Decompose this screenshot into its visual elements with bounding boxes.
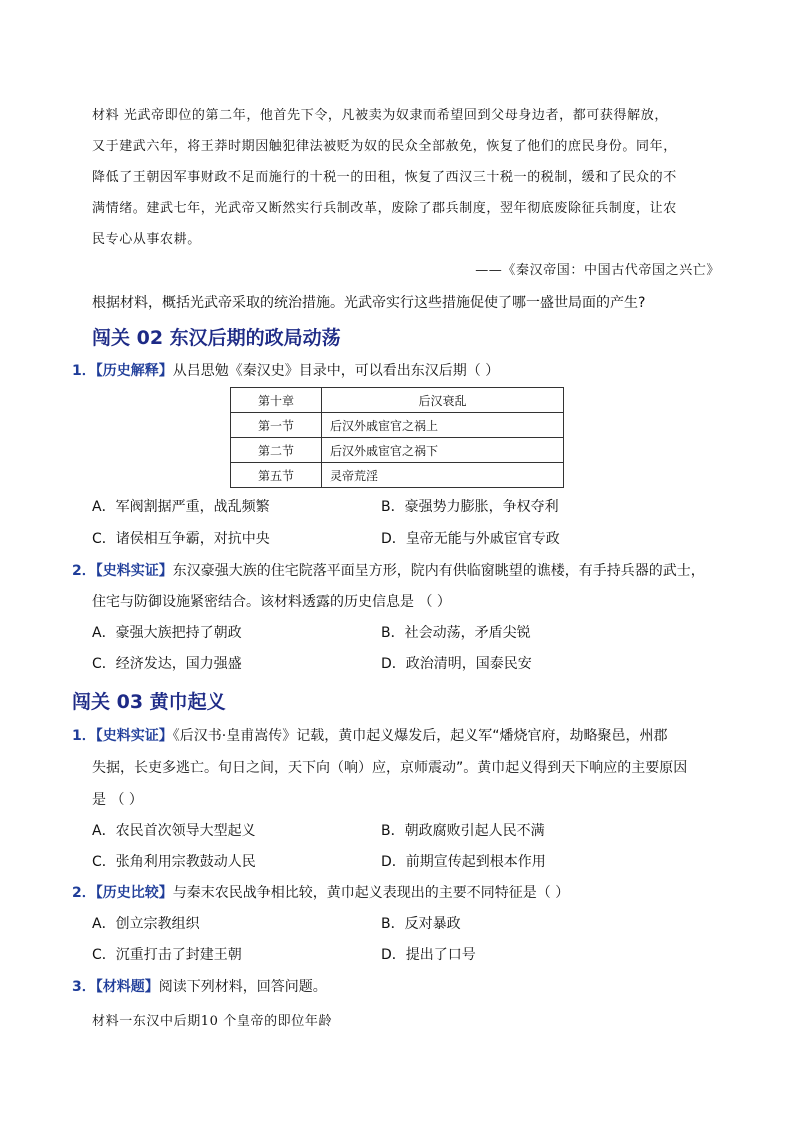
- question-text: 《后汉书·皇甫嵩传》记载，黄巾起义爆发后，起义军“燔烧官府，劫略聚邑，州郡: [172, 728, 668, 744]
- option-b[interactable]: B．反对暴政: [381, 916, 461, 932]
- question-number: 2．: [72, 563, 96, 579]
- table-row: [231, 463, 564, 488]
- option-d[interactable]: D．提出了口号: [381, 947, 476, 963]
- toc-table: [230, 387, 564, 488]
- question-s02-2-line2: 住宅与防御设施紧密结合。该材料透露的历史信息是 （ ）: [92, 594, 451, 610]
- question-number: 3．: [72, 979, 96, 995]
- option-b[interactable]: B．朝政腐败引起人民不满: [381, 823, 545, 839]
- option-d[interactable]: D．政治清明，国泰民安: [381, 656, 532, 672]
- option-a[interactable]: A．创立宗教组织: [92, 916, 200, 932]
- option-b[interactable]: B．社会动荡，矛盾尖锐: [381, 625, 531, 641]
- material-line-4: 满情绪。建武七年，光武帝又断然实行兵制改革，废除了郡兵制度，翌年彻底废除征兵制度，让农: [92, 201, 677, 216]
- question-number: 1．: [72, 363, 96, 379]
- table-cell: 灵帝荒淫: [322, 463, 564, 488]
- material-line-5: 民专心从事农耕。: [92, 232, 201, 247]
- question-s03-1-line3: 是 （ ）: [92, 792, 143, 808]
- question-tag: 【史料实证】: [95, 563, 173, 579]
- table-cell: 第二节: [231, 438, 322, 463]
- question-text: 东汉豪强大族的住宅院落平面呈方形，院内有供临窗眺望的谯楼，有手持兵器的武士，: [172, 563, 705, 579]
- option-d[interactable]: D．皇帝无能与外戚宦官专政: [381, 531, 560, 547]
- option-d[interactable]: D．前期宣传起到根本作用: [381, 854, 546, 870]
- option-b[interactable]: B．豪强势力膨胀，争权夺利: [381, 499, 559, 515]
- question-s03-2: [72, 882, 569, 902]
- question-tag: 【历史解释】: [95, 363, 173, 379]
- table-cell: 第一节: [231, 413, 322, 438]
- question-s03-1: [72, 725, 667, 745]
- material-source: ——《秦汉帝国：中国古代帝国之兴亡》: [475, 263, 720, 278]
- question-text: 阅读下列材料，回答问题。: [158, 979, 327, 995]
- question-s03-3: [72, 976, 327, 996]
- question-s02-1: [72, 360, 499, 380]
- question-number: 1．: [72, 728, 96, 744]
- option-c[interactable]: C．沉重打击了封建王朝: [92, 947, 242, 963]
- option-a[interactable]: A．豪强大族把持了朝政: [92, 625, 242, 641]
- option-a[interactable]: A．农民首次领导大型起义: [92, 823, 256, 839]
- table-cell: 第十章: [231, 388, 322, 413]
- material-question: 根据材料，概括光武帝采取的统治措施。光武帝实行这些措施促使了哪一盛世局面的产生?: [92, 295, 646, 311]
- option-a[interactable]: A．军阀割据严重，战乱频繁: [92, 499, 270, 515]
- question-s03-1-line2: 失据，长吏多逃亡。旬日之间，天下向（响）应，京师震动”。黄巾起义得到天下响应的主要原因: [92, 760, 688, 776]
- question-s02-2: [72, 560, 705, 580]
- question-text: 与秦末农民战争相比较，黄巾起义表现出的主要不同特征是（ ）: [172, 885, 570, 901]
- material-one-caption: 材料一东汉中后期10 个皇帝的即位年龄: [92, 1014, 333, 1029]
- material-line-1: 材料 光武帝即位的第二年，他首先下令，凡被卖为奴隶而希望回到父母身边者，都可获得解放，: [92, 108, 668, 123]
- option-c[interactable]: C．张角利用宗教鼓动人民: [92, 854, 256, 870]
- table-row: [231, 388, 564, 413]
- material-line-3: 降低了王朝因军事财政不足而施行的十税一的田租，恢复了西汉三十税一的税制，缓和了民众的不: [92, 170, 677, 185]
- table-cell: 后汉衰乱: [322, 388, 564, 413]
- material-line-2: 又于建武六年，将王莽时期因触犯律法被贬为奴的民众全部赦免，恢复了他们的庶民身份。同年，: [92, 139, 677, 154]
- question-tag: 【材料题】: [95, 979, 159, 995]
- option-c[interactable]: C．诸侯相互争霸，对抗中央: [92, 531, 270, 547]
- table-row: [231, 413, 564, 438]
- table-cell: 后汉外戚宦官之祸上: [322, 413, 564, 438]
- question-tag: 【历史比较】: [95, 885, 173, 901]
- section-heading-03: 闯关 03 黄巾起义: [72, 691, 226, 713]
- table-cell: 后汉外戚宦官之祸下: [322, 438, 564, 463]
- question-number: 2．: [72, 885, 96, 901]
- table-row: [231, 438, 564, 463]
- question-text: 从吕思勉《秦汉史》目录中，可以看出东汉后期（ ）: [172, 363, 500, 379]
- section-heading-02: 闯关 02 东汉后期的政局动荡: [92, 327, 341, 349]
- table-cell: 第五节: [231, 463, 322, 488]
- option-c[interactable]: C．经济发达，国力强盛: [92, 656, 242, 672]
- question-tag: 【史料实证】: [95, 728, 173, 744]
